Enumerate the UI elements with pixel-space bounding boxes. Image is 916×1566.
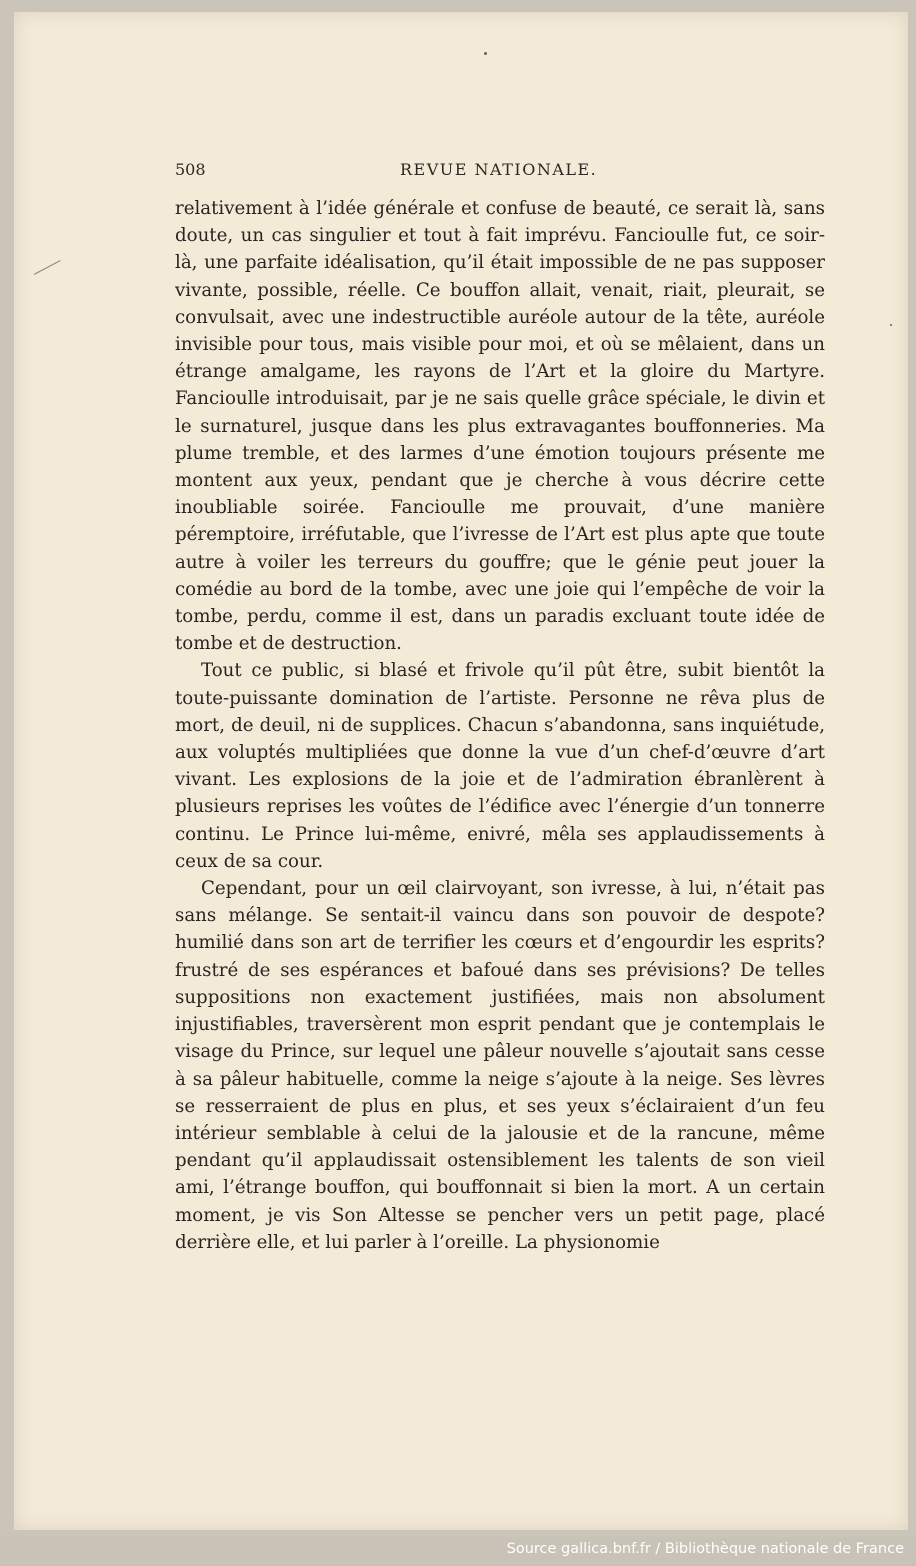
margin-mark <box>34 260 61 275</box>
paragraph: relativement à l’idée générale et confuse de beauté, ce serait là, sans doute, un cas singulier et tout à fait imprévu. Fancioulle fut, ce soir-là, une parfaite idéalisation, qu’il était impossible de ne pas supposer vivante, possible, réelle. Ce bouffon allait, venait, riait, pleurait, se convulsait, avec une indestructible auréole autour de la tête, auréole invisible pour tous, mais visible pour moi, et où se mêlaient, dans un étrange amalgame, les rayons de l’Art et la gloire du Martyre. Fancioulle introduisait, par je ne sais quelle grâce spéciale, le divin et le surnaturel, jusque dans les plus extravagantes bouffonneries. Ma plume tremble, et des larmes d’une émotion toujours présente me montent aux yeux, pendant que je cherche à vous décrire cette inoubliable soirée. Fancioulle me prouvait, d’une manière péremptoire, irréfutable, que l’ivresse de l’Art est plus apte que toute autre à voiler les terreurs du gouffre; que le génie peut jouer la comédie au bord de la tombe, avec une joie qui l’empêche de voir la tombe, perdu, comme il est, dans un paradis excluant toute idée de tombe et de destruction. <box>175 198 825 655</box>
running-head <box>175 160 825 186</box>
source-credit: Source gallica.bnf.fr / Bibliothèque nationale de France <box>506 1541 904 1557</box>
paper-speck <box>890 324 892 326</box>
paragraph: Cependant, pour un œil clairvoyant, son ivresse, à lui, n’était pas sans mélange. Se sentait-il vaincu dans son pouvoir de despote? humilié dans son art de terrifier les cœurs et d’engourdir les esprits? frustré de ses espérances et bafoué dans ses prévisions? De telles suppositions non exactement justifiées, mais non absolument injustifiables, traversèrent mon esprit pendant que je contemplais le visage du Prince, sur lequel une pâleur nouvelle s’ajoutait sans cesse à sa pâleur habituelle, comme la neige s’ajoute à la neige. Ses lèvres se resserraient de plus en plus, et ses yeux s’éclairaient d’un feu intérieur semblable à celui de la jalousie et de la rancune, même pendant qu’il applaudissait ostensiblement les talents de son vieil ami, l’étrange bouffon, qui bouffonnait si bien la mort. A un certain moment, je vis Son Altesse se pencher vers un petit page, placé derrière elle, et lui parler à l’oreille. La physionomie <box>175 878 825 1253</box>
footer-bar <box>0 1537 916 1566</box>
paper-speck <box>484 52 487 55</box>
page-number: 508 <box>175 160 206 179</box>
journal-title: REVUE NATIONALE. <box>400 160 598 179</box>
body-text <box>175 195 825 1256</box>
paragraph: Tout ce public, si blasé et frivole qu’il pût être, subit bientôt la toute-puissante domination de l’artiste. Personne ne rêva plus de mort, de deuil, ni de supplices. Chacun s’abandonna, sans inquiétude, aux voluptés multipliées que donne la vue d’un chef-d’œuvre d’art vivant. Les explosions de la joie et de l’admiration ébranlèrent à plusieurs reprises les voûtes de l’édifice avec l’énergie d’un tonnerre continu. Le Prince lui-même, enivré, mêla ses applaudissements à ceux de sa cour. <box>175 660 825 872</box>
